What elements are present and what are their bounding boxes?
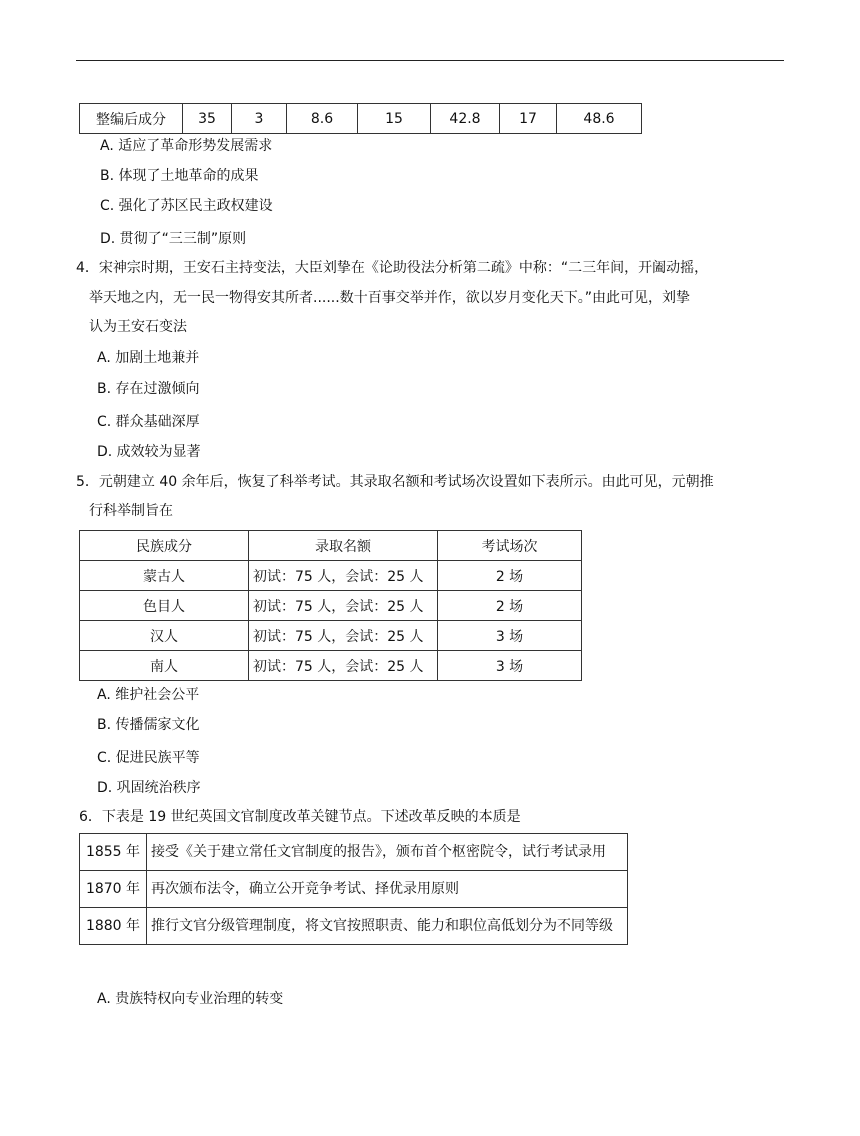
column-header: 考试场次 — [438, 531, 582, 561]
table-cell: 35 — [183, 104, 232, 134]
header-rule — [76, 60, 784, 61]
table-cell: 推行文官分级管理制度，将文官按照职责、能力和职位高低划分为不同等级 — [147, 908, 628, 945]
q5-option-b: B. 传播儒家文化 — [97, 717, 200, 733]
q6-option-a: A. 贵族特权向专业治理的转变 — [97, 991, 284, 1007]
yuan-exam-table — [79, 530, 582, 681]
q4-option-c: C. 群众基础深厚 — [97, 414, 200, 430]
table-cell: 17 — [500, 104, 557, 134]
table-cell: 42.8 — [431, 104, 500, 134]
table-row — [80, 834, 628, 871]
table-cell: 15 — [358, 104, 431, 134]
q3-option-a: A. 适应了革命形势发展需求 — [100, 138, 273, 154]
column-header: 录取名额 — [249, 531, 438, 561]
table-cell: 蒙古人 — [80, 561, 249, 591]
table-cell: 南人 — [80, 651, 249, 681]
table-row — [80, 651, 582, 681]
q4-option-a: A. 加剧土地兼并 — [97, 350, 200, 366]
table-cell: 整编后成分 — [80, 104, 183, 134]
table-cell: 初试：75 人，会试：25 人 — [249, 591, 438, 621]
q4-option-d: D. 成效较为显著 — [97, 444, 201, 460]
table-cell: 3 场 — [438, 651, 582, 681]
q4-stem-line1: 4．宋神宗时期，王安石主持变法，大臣刘挚在《论助役法分析第二疏》中称：“二三年间，开阖动摇， — [76, 260, 709, 276]
table-header-row — [80, 531, 582, 561]
column-header: 民族成分 — [80, 531, 249, 561]
table-cell: 3 场 — [438, 621, 582, 651]
q5-stem-line1: 5．元朝建立 40 余年后，恢复了科举考试。其录取名额和考试场次设置如下表所示。由此可见，元朝推 — [76, 474, 714, 490]
table-cell: 2 场 — [438, 591, 582, 621]
table-row — [80, 561, 582, 591]
table-cell: 3 — [232, 104, 287, 134]
table-cell: 初试：75 人，会试：25 人 — [249, 651, 438, 681]
table-row — [80, 871, 628, 908]
table-row — [80, 104, 642, 134]
q6-stem: 6．下表是 19 世纪英国文官制度改革关键节点。下述改革反映的本质是 — [79, 809, 521, 825]
composition-table — [79, 103, 642, 134]
table-cell: 再次颁布法令，确立公开竞争考试、择优录用原则 — [147, 871, 628, 908]
uk-civil-service-table — [79, 833, 628, 945]
table-cell: 接受《关于建立常任文官制度的报告》，颁布首个枢密院令，试行考试录用 — [147, 834, 628, 871]
q3-option-b: B. 体现了土地革命的成果 — [100, 168, 259, 184]
table-cell: 初试：75 人，会试：25 人 — [249, 621, 438, 651]
q5-option-d: D. 巩固统治秩序 — [97, 780, 201, 796]
table-cell: 初试：75 人，会试：25 人 — [249, 561, 438, 591]
table-cell: 1880 年 — [80, 908, 147, 945]
q5-option-c: C. 促进民族平等 — [97, 750, 200, 766]
q5-option-a: A. 维护社会公平 — [97, 687, 200, 703]
table-cell: 2 场 — [438, 561, 582, 591]
table-cell: 1870 年 — [80, 871, 147, 908]
table-cell: 1855 年 — [80, 834, 147, 871]
table-cell: 48.6 — [557, 104, 642, 134]
q4-stem-line2: 举天地之内，无一民一物得安其所者......数十百事交举并作，欲以岁月变化天下。”由此可见，刘挚 — [89, 290, 690, 306]
table-row — [80, 908, 628, 945]
table-cell: 色目人 — [80, 591, 249, 621]
table-cell: 汉人 — [80, 621, 249, 651]
table-row — [80, 591, 582, 621]
table-cell: 8.6 — [287, 104, 358, 134]
q4-option-b: B. 存在过激倾向 — [97, 381, 200, 397]
q4-stem-line3: 认为王安石变法 — [89, 319, 187, 335]
q3-option-c: C. 强化了苏区民主政权建设 — [100, 198, 273, 214]
q3-option-d: D. 贯彻了“三三制”原则 — [100, 231, 247, 247]
table-row — [80, 621, 582, 651]
q5-stem-line2: 行科举制旨在 — [89, 503, 173, 519]
